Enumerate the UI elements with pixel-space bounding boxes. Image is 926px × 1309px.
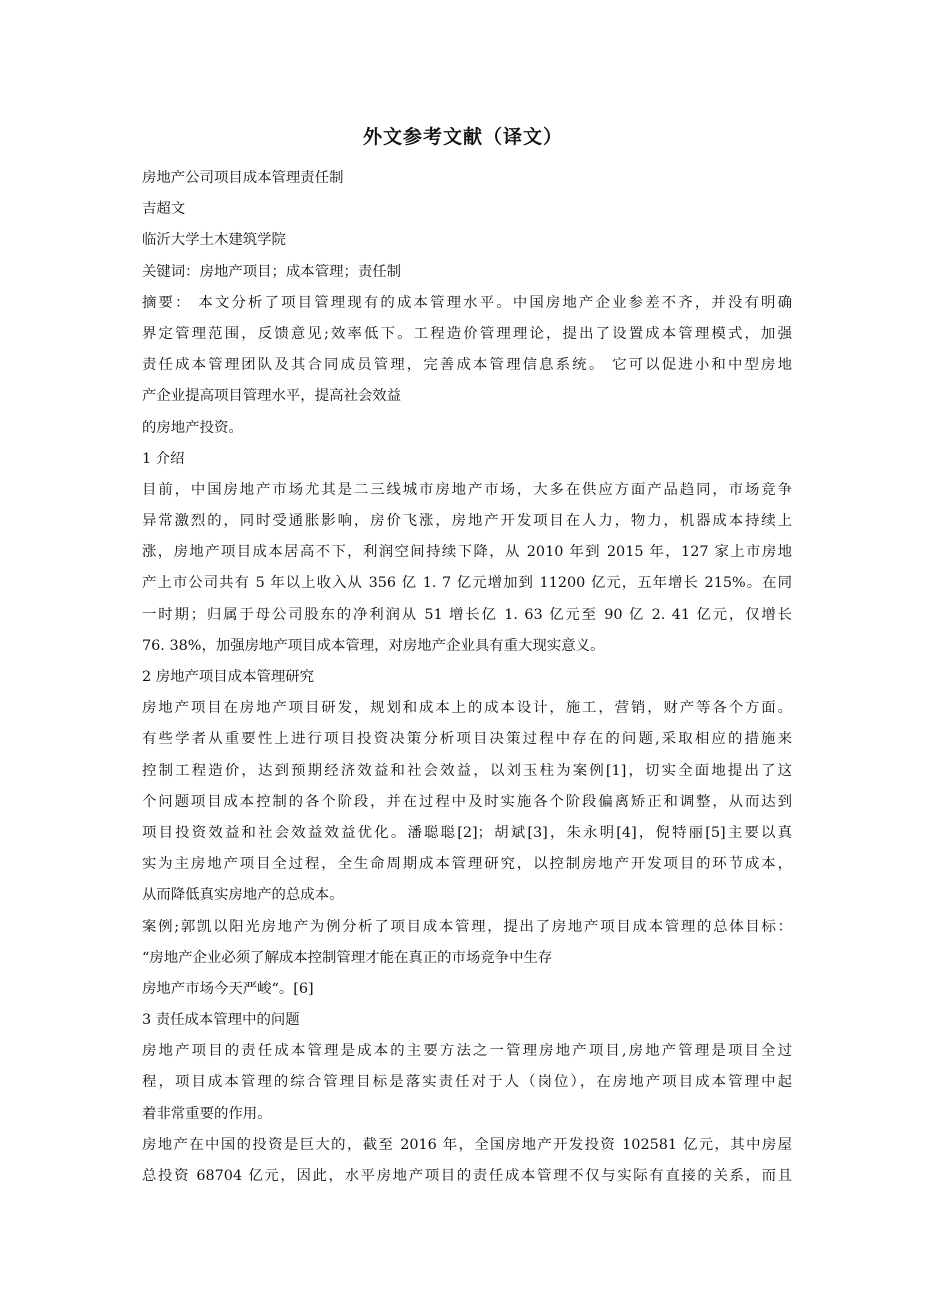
text-line: 房地产公司项目成本管理责任制 [142,170,344,186]
text-line: 关键词：房地产项目；成本管理；责任制 [142,263,402,280]
text-line: 76. 38%，加强房地产项目成本管理，对房地产企业具有重大现实意义。 [142,637,605,654]
text-line: 房地产项目的责任成本管理是成本的主要方法之一管理房地产项目,房地产管理是项目全过 [142,1043,792,1060]
document-body [142,163,792,1192]
text-line: 有些学者从重要性上进行项目投资决策分析项目决策过程中存在的问题,采取相应的措施来 [142,731,792,748]
text-line: 2 房地产项目成本管理研究 [142,669,315,685]
text-line: 产企业提高项目管理水平，提高社会效益 [142,388,402,405]
text-line: 一时期；归属于母公司股东的净利润从 51 增长亿 1. 63 亿元至 90 亿 2. 41 亿元，仅增长 [142,606,792,623]
text-line: 摘要： 本文分析了项目管理现有的成本管理水平。中国房地产企业参差不齐，并没有明确 [142,294,792,311]
text-line: 涨，房地产项目成本居高不下，利润空间持续下降，从 2010 年到 2015 年，127 家上市房地 [142,544,792,561]
text-line: 实为主房地产项目全过程，全生命周期成本管理研究，以控制房地产开发项目的环节成本， [142,856,792,873]
text-line: 的房地产投资。 [142,419,243,436]
text-line: 异常激烈的，同时受通胀影响，房价飞涨，房地产开发项目在人力，物力，机器成本持续上 [142,513,792,530]
text-line: 责任成本管理团队及其合同成员管理，完善成本管理信息系统。 它可以促进小和中型房地 [142,357,792,374]
text-line: 房地产市场今天严峻“。[6] [142,980,314,997]
text-line: “房地产企业必须了解成本控制管理才能在真正的市场竞争中生存 [142,949,553,966]
text-line: 着非常重要的作用。 [142,1105,272,1122]
text-line: 房地产项目在房地产项目研发，规划和成本上的成本设计，施工，营销，财产等各个方面。 [142,700,792,717]
text-line: 1 介绍 [142,450,185,467]
text-line: 总投资 68704 亿元，因此，水平房地产项目的责任成本管理不仅与实际有直接的关系，而且 [142,1168,792,1184]
text-line: 房地产在中国的投资是巨大的，截至 2016 年，全国房地产开发投资 102581 亿元，其中房屋 [142,1136,792,1153]
text-line: 控制工程造价，达到预期经济效益和社会效益，以刘玉柱为案例[1]，切实全面地提出了这 [142,762,792,779]
text-line: 项目投资效益和社会效益效益优化。潘聪聪[2]；胡斌[3]，朱永明[4]，倪特丽[5]主要以真 [142,824,792,841]
text-line: 3 责任成本管理中的问题 [142,1012,300,1029]
document-title: 外文参考文献（译文） [362,126,563,148]
text-line: 案例;郭凯以阳光房地产为例分析了项目成本管理，提出了房地产项目成本管理的总体目标： [142,918,792,935]
text-line: 产上市公司共有 5 年以上收入从 356 亿 1. 7 亿元增加到 11200 亿元，五年增长 215%。在同 [142,575,792,592]
text-line: 临沂大学土木建筑学院 [142,232,286,249]
text-line: 从而降低真实房地产的总成本。 [142,887,344,904]
text-line: 界定管理范围，反馈意见;效率低下。工程造价管理理论，提出了设置成本管理模式，加强 [142,325,792,342]
text-line: 吉超文 [142,201,186,218]
text-line: 个问题项目成本控制的各个阶段，并在过程中及时实施各个阶段偏离矫正和调整，从而达到 [142,793,792,810]
text-line: 程，项目成本管理的综合管理目标是落实责任对于人（岗位），在房地产项目成本管理中起 [142,1074,792,1091]
text-line: 目前，中国房地产市场尤其是二三线城市房地产市场，大多在供应方面产品趋同，市场竞争 [142,481,792,498]
